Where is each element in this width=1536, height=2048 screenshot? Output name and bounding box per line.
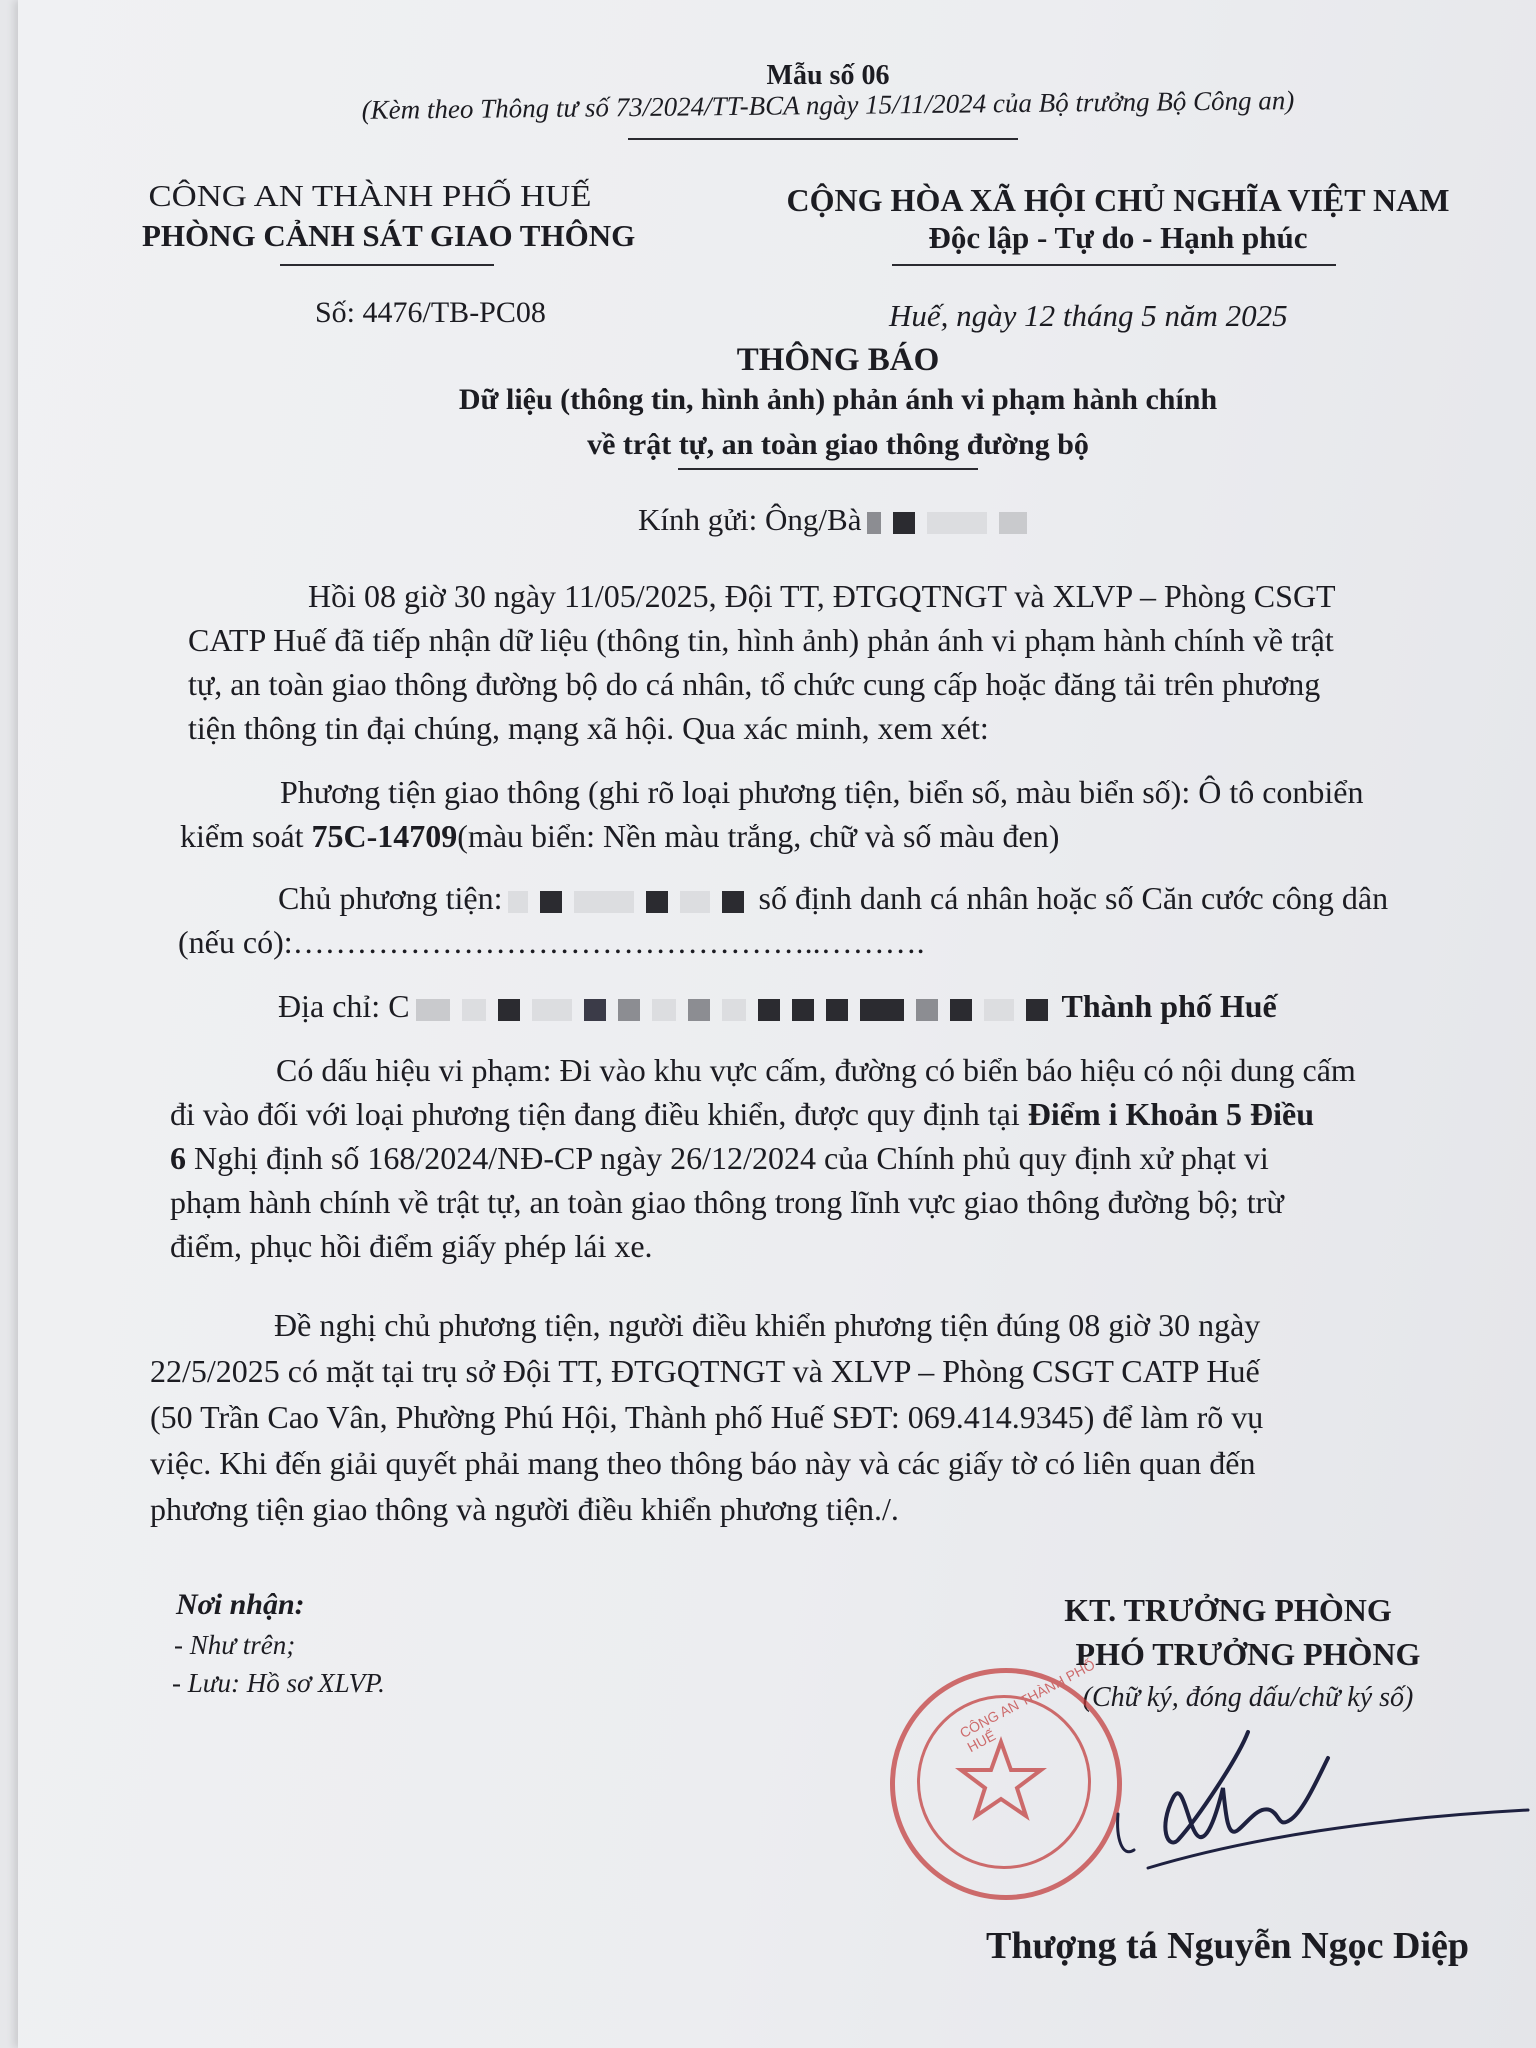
address-line: [278, 984, 1478, 1028]
text-fragment: kiểm soát: [180, 818, 312, 854]
agency-name: CÔNG AN THÀNH PHỐ HUẾ: [148, 178, 592, 213]
text-line: điểm, phục hồi điểm giấy phép lái xe.: [170, 1228, 653, 1264]
text-line: Có dấu hiệu vi phạm: Đi vào khu vực cấm, đường có biển báo hiệu có nội dung cấm: [276, 1052, 1356, 1088]
text-line: Phương tiện giao thông (ghi rõ loại phương tiện, biển số, màu biển số): Ô tô conbiển: [280, 774, 1364, 810]
redacted-address: [462, 999, 486, 1021]
address-city: Thành phố Huế: [1061, 988, 1277, 1024]
redacted-address: [688, 999, 710, 1021]
redacted-address: [618, 999, 640, 1021]
redacted-owner: [680, 891, 710, 913]
text-line: tiện thông tin đại chúng, mạng xã hội. Qua xác minh, xem xét:: [188, 710, 989, 746]
text-line: tự, an toàn giao thông đường bộ do cá nhân, tổ chức cung cấp hoặc đăng tải trên phương: [188, 666, 1321, 702]
recipient-item: - Lưu: Hồ sơ XLVP.: [172, 1668, 385, 1698]
signature-title: KT. TRƯỞNG PHÒNG: [1064, 1592, 1392, 1628]
text-fragment: Nghị định số 168/2024/NĐ-CP ngày 26/12/2024 của Chính phủ quy định xử phạt vi: [186, 1140, 1269, 1176]
redacted-address: [826, 999, 848, 1021]
text-line: [170, 1136, 1490, 1180]
recipient-label: Kính gửi: Ông/Bà: [638, 502, 862, 537]
text-fragment: (màu biển: Nền màu trắng, chữ và số màu đen): [457, 818, 1060, 854]
notice-title: THÔNG BÁO: [736, 342, 940, 378]
owner-label: Chủ phương tiện:: [278, 880, 503, 916]
signer-name: Thượng tá Nguyễn Ngọc Diệp: [986, 1925, 1469, 1967]
national-title: CỘNG HÒA XÃ HỘI CHỦ NGHĨA VIỆT NAM: [786, 182, 1450, 218]
owner-id-label: số định danh cá nhân hoặc số Căn cước công dân: [758, 880, 1389, 916]
violation-paragraph: [170, 1048, 1490, 1268]
redacted-address: [652, 999, 676, 1021]
redacted-name: [867, 512, 881, 534]
text-line: CATP Huế đã tiếp nhận dữ liệu (thông tin, hình ảnh) phản ánh vi phạm hành chính về trật: [188, 622, 1334, 658]
text-line: việc. Khi đến giải quyết phải mang theo thông báo này và các giấy tờ có liên quan đến: [150, 1445, 1256, 1481]
redacted-address: [584, 999, 606, 1021]
redacted-address: [950, 999, 972, 1021]
redacted-owner: [722, 891, 744, 913]
form-number: Mẫu số 06: [766, 60, 890, 91]
text-line: (50 Trần Cao Vân, Phường Phú Hội, Thành phố Huế SĐT: 069.414.9345) để làm rõ vụ: [150, 1399, 1264, 1435]
text-line: Hồi 08 giờ 30 ngày 11/05/2025, Đội TT, ĐTGQTNGT và XLVP – Phòng CSGT: [308, 578, 1336, 614]
form-reference: (Kèm theo Thông tư số 73/2024/TT-BCA ngày 15/11/2024 của Bộ trưởng Bộ Công an): [361, 85, 1295, 125]
text-line: phạm hành chính về trật tự, an toàn giao thông trong lĩnh vực giao thông đường bộ; trừ: [170, 1184, 1284, 1220]
notice-subtitle-1: Dữ liệu (thông tin, hình ảnh) phản ánh vi phạm hành chính: [458, 383, 1218, 416]
motto-underline: [892, 264, 1336, 266]
recipient-line: [638, 502, 1033, 538]
recipient-item: - Như trên;: [174, 1630, 296, 1660]
legal-reference: Điểm i Khoản 5 Điều: [1027, 1096, 1314, 1132]
subtitle-underline: [678, 468, 978, 470]
text-line: Đề nghị chủ phương tiện, người điều khiển phương tiện đúng 08 giờ 30 ngày: [274, 1307, 1261, 1343]
address-label: Địa chỉ: C: [278, 988, 410, 1024]
request-paragraph: [150, 1302, 1520, 1532]
redacted-name: [893, 512, 915, 534]
text-line: [180, 814, 1480, 858]
redacted-address: [1026, 999, 1048, 1021]
text-line: 22/5/2025 có mặt tại trụ sở Đội TT, ĐTGQTNGT và XLVP – Phòng CSGT CATP Huế: [150, 1353, 1260, 1389]
seal-text: CÔNG AN THÀNH PHỐ HUẾ: [956, 1656, 1098, 1756]
redacted-name: [999, 512, 1027, 534]
paragraph-intro: [188, 574, 1478, 750]
redacted-owner: [540, 891, 562, 913]
redacted-name: [927, 512, 987, 534]
document-page: [18, 0, 1536, 2048]
redacted-address: [916, 999, 938, 1021]
text-line: (nếu có):…………………………………………..……….: [178, 924, 925, 960]
redacted-address: [758, 999, 780, 1021]
redacted-owner: [508, 891, 528, 913]
notice-subtitle-2: về trật tự, an toàn giao thông đường bộ: [587, 428, 1089, 461]
recipients-heading: Nơi nhận:: [176, 1588, 305, 1621]
redacted-owner: [574, 891, 634, 913]
redacted-address: [984, 999, 1014, 1021]
signature-position: PHÓ TRƯỞNG PHÒNG: [1075, 1636, 1421, 1672]
redacted-address: [860, 999, 904, 1021]
text-line: [178, 876, 1478, 920]
redacted-owner: [646, 891, 668, 913]
text-line: [278, 984, 1478, 1028]
agency-department: PHÒNG CẢNH SÁT GIAO THÔNG: [142, 218, 636, 253]
license-plate: 75C-14709: [311, 818, 458, 854]
redacted-address: [532, 999, 572, 1021]
text-line: [170, 1092, 1490, 1136]
owner-info: [178, 876, 1478, 964]
text-line: phương tiện giao thông và người điều khiển phương tiện./.: [150, 1491, 899, 1527]
header-underline: [628, 138, 1018, 140]
redacted-address: [722, 999, 746, 1021]
place-date: Huế, ngày 12 tháng 5 năm 2025: [889, 298, 1288, 333]
vehicle-info: [180, 770, 1480, 858]
handwritten-signature: [1048, 1718, 1536, 1878]
redacted-address: [498, 999, 520, 1021]
national-motto: Độc lập - Tự do - Hạnh phúc: [928, 220, 1308, 255]
legal-reference: 6: [170, 1140, 186, 1176]
redacted-address: [416, 999, 450, 1021]
agency-underline: [280, 264, 494, 266]
document-number: Số: 4476/TB-PC08: [315, 296, 546, 329]
signature-note: (Chữ ký, đóng dấu/chữ ký số): [1082, 1682, 1414, 1713]
redacted-address: [792, 999, 814, 1021]
text-fragment: đi vào đối với loại phương tiện đang điều khiển, được quy định tại: [170, 1096, 1028, 1132]
